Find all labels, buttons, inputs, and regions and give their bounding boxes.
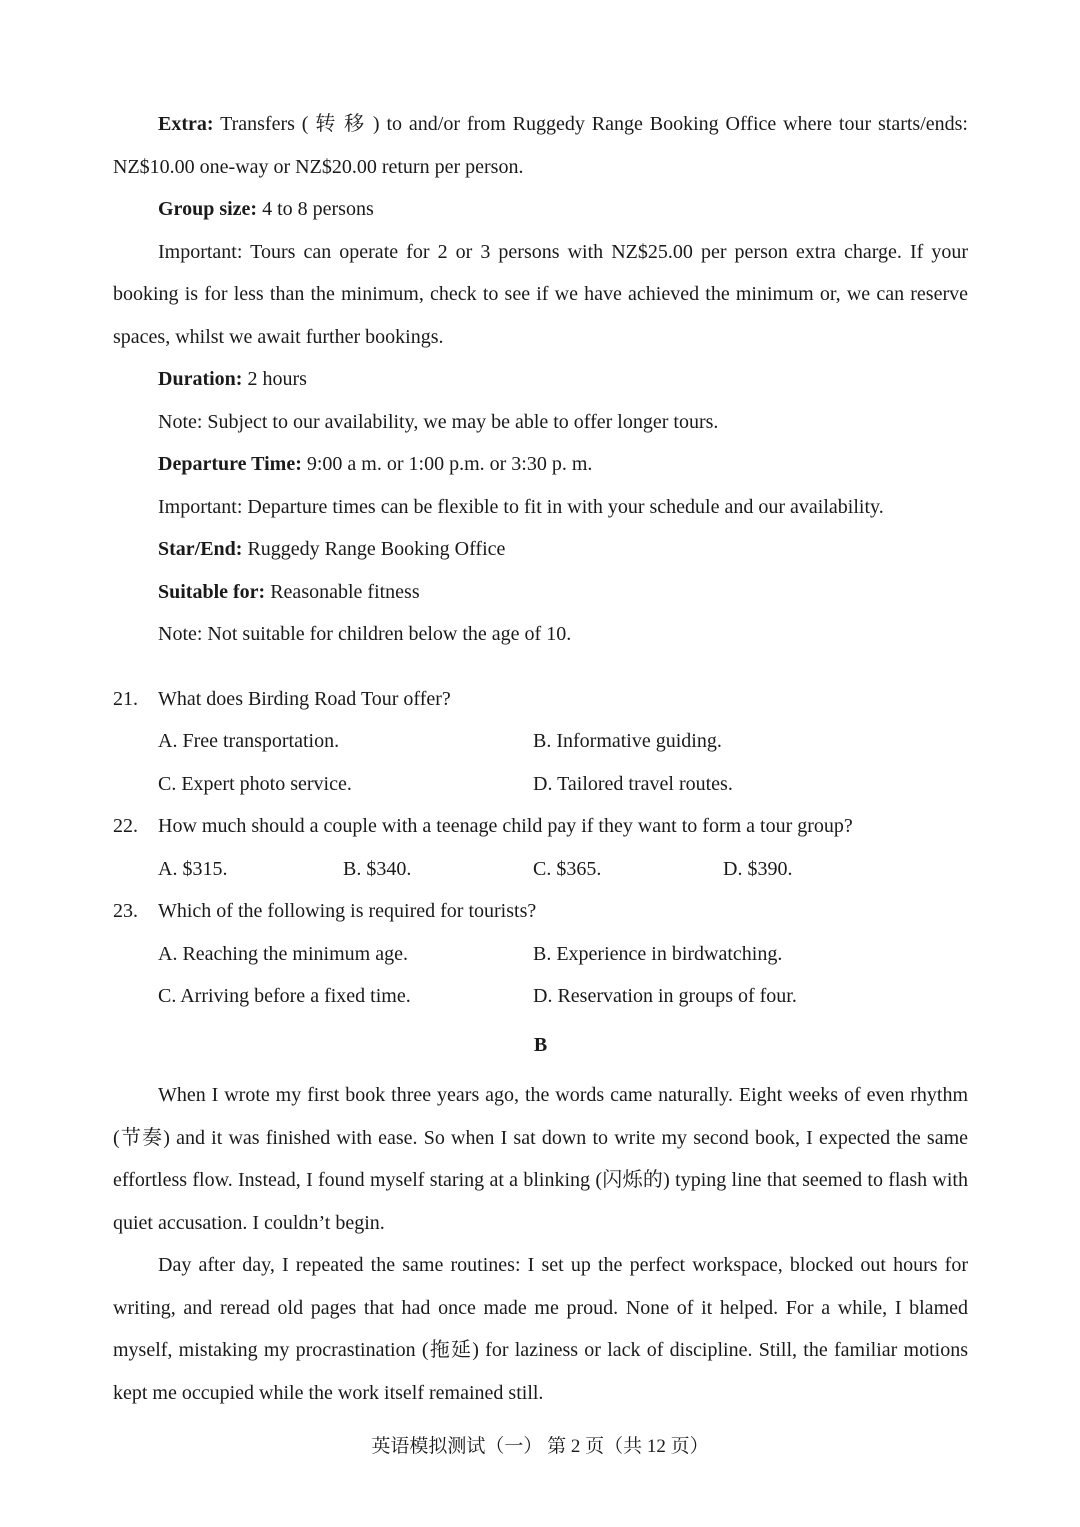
- question-22: [113, 805, 968, 890]
- group-size-text: 4 to 8 persons: [257, 198, 374, 220]
- section-heading: B: [533, 1033, 548, 1056]
- departure-label: Departure Time:: [158, 453, 302, 475]
- start-end-text: Ruggedy Range Booking Office: [242, 538, 506, 560]
- question-number: 22.: [113, 815, 138, 837]
- departure-text: 9:00 a m. or 1:00 p.m. or 3:30 p. m.: [301, 453, 593, 475]
- extra-paragraph: [113, 103, 968, 188]
- extra-text: Transfers ( 转 移 ) to and/or from Ruggedy Range Booking Office where tour starts/ends: NZ$10.00 one-way or NZ$20.00 return per person.: [113, 113, 968, 178]
- option-row: [113, 763, 968, 806]
- option-b: B. Experience in birdwatching.: [533, 942, 783, 965]
- option-row: [113, 933, 968, 976]
- option-row: [113, 975, 968, 1018]
- duration-label: Duration:: [158, 368, 243, 390]
- option-a: A. Reaching the minimum age.: [158, 942, 408, 965]
- option-b: B. $340.: [343, 857, 412, 880]
- option-d: D. $390.: [723, 857, 793, 880]
- option-c: C. Expert photo service.: [158, 772, 352, 795]
- option-c: C. Arriving before a fixed time.: [158, 985, 411, 1007]
- duration-paragraph: [113, 358, 968, 401]
- passage-b-paragraph-2: Day after day, I repeated the same routines: I set up the perfect workspace, blocked out hours for writing, and reread old pages that had once made me proud. None of it helped. For a while, I blamed myself, mistaking my procrastination (拖延) for laziness or lack of discipline. Still, the familiar motions kept me occupied while the work itself remained still.: [113, 1254, 968, 1404]
- question-21: [113, 678, 968, 806]
- question-stem: [113, 678, 968, 721]
- start-end-label: Star/End:: [158, 538, 243, 560]
- important-group-note: Important: Tours can operate for 2 or 3 persons with NZ$25.00 per person extra charge. If your booking is for less than the minimum, check to see if we have achieved the minimum or, we can reserve spaces, whilst we await further bookings.: [113, 240, 968, 348]
- question-number: 21.: [113, 687, 138, 710]
- duration-note: Note: Subject to our availability, we may be able to offer longer tours.: [158, 410, 719, 433]
- question-number: 23.: [113, 900, 138, 922]
- age-note: Note: Not suitable for children below the age of 10.: [158, 623, 572, 645]
- page-content: [113, 103, 968, 1414]
- option-d: D. Tailored travel routes.: [533, 772, 733, 795]
- option-row: [113, 720, 968, 763]
- group-size-label: Group size:: [158, 198, 258, 220]
- suitable-text: Reasonable fitness: [265, 580, 420, 603]
- option-a: A. $315.: [158, 857, 228, 880]
- option-d: D. Reservation in groups of four.: [533, 985, 797, 1007]
- suitable-paragraph: [113, 571, 968, 614]
- question-stem: [113, 890, 968, 933]
- question-text: How much should a couple with a teenage child pay if they want to form a tour group?: [158, 815, 853, 837]
- option-b: B. Informative guiding.: [533, 730, 722, 752]
- passage-b-paragraph-1: When I wrote my first book three years ago, the words came naturally. Eight weeks of even rhythm (节奏) and it was finished with ease. So when I sat down to write my second book, I expected the same effortless flow. Instead, I found myself staring at a blinking (闪烁的) typing line that seemed to flash with quiet accusation. I couldn’t begin.: [113, 1084, 968, 1234]
- suitable-label: Suitable for:: [158, 580, 266, 603]
- option-a: A. Free transportation.: [158, 730, 340, 752]
- departure-note: Important: Departure times can be flexible to fit in with your schedule and our availability.: [158, 495, 884, 518]
- option-c: C. $365.: [533, 857, 602, 880]
- page-footer: 英语模拟测试（一） 第 2 页（共 12 页）: [371, 1436, 709, 1457]
- question-stem: [113, 805, 968, 848]
- departure-paragraph: [113, 443, 968, 486]
- question-text: What does Birding Road Tour offer?: [158, 687, 451, 710]
- question-23: [113, 890, 968, 1018]
- group-size-paragraph: [113, 188, 968, 231]
- duration-text: 2 hours: [242, 368, 307, 390]
- extra-label: Extra:: [158, 113, 214, 135]
- option-row: [113, 848, 968, 891]
- question-text: Which of the following is required for tourists?: [158, 900, 537, 922]
- start-end-paragraph: [113, 528, 968, 571]
